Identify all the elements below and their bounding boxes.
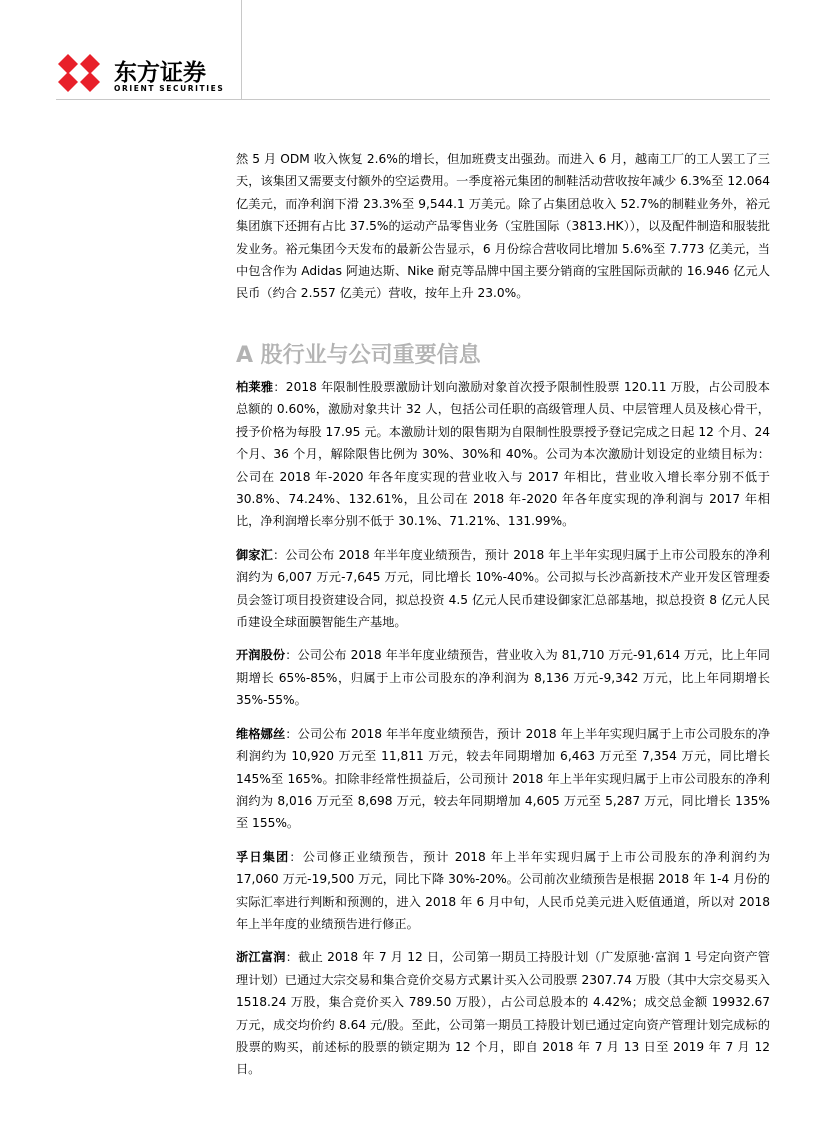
header-divider-horizontal xyxy=(56,99,770,100)
news-paragraph xyxy=(236,376,770,533)
news-text: ：公司公布 2018 年半年度业绩预告，营业收入为 81,710 万元-91,614 万元，比上年同期增长 65%-85%，归属于上市公司股东的净利润为 8,136 万元-9,342 万元，比上年同期增长 35%-55%。 xyxy=(236,648,770,708)
news-item xyxy=(236,644,770,711)
header-divider-vertical xyxy=(241,0,242,100)
news-paragraph xyxy=(236,946,770,1080)
orient-logo-icon xyxy=(56,52,106,94)
intro-paragraph: 然 5 月 ODM 收入恢复 2.6%的增长，但加班费支出强劲。而进入 6 月，越南工厂的工人罢工了三天，该集团又需要支付额外的空运费用。一季度裕元集团的制鞋活动营收按年减少 6.3%至 12.064 亿美元，而净利润下滑 23.3%至 9,544.1 万美元。除了占集团总收入 52.7%的制鞋业务外，裕元集团旗下还拥有占比 37.5%的运动产品零售业务（宝胜国际（3813.HK）），以及配件制造和服装批发业务。裕元集团今天发布的最新公告显示，6 月份综合营收同比增加 5.6%至 7.773 亿美元，当中包含作为 Adidas 阿迪达斯、Nike 耐克等品牌中国主要分销商的宝胜国际贡献的 16.946 亿元人民币（约合 2.557 亿美元）营收，按年上升 23.0%。 xyxy=(236,152,770,301)
news-item xyxy=(236,946,770,1080)
news-item xyxy=(236,846,770,936)
news-item xyxy=(236,723,770,835)
company-name: 开润股份 xyxy=(236,648,286,663)
news-text: ：2018 年限制性股票激励计划向激励对象首次授予限制性股票 120.11 万股，占公司股本总额的 0.60%，激励对象共计 32 人，包括公司任职的高级管理人员、中层管理人员及核心骨干，授予价格为每股 17.95 元。本激励计划的限售期为自限制性股票授予登记完成之日起 12 个月、24 个月、36 个月，解除限售比例为 30%、30%和 40%。公司为本次激励计划设定的业绩目标为：公司在 2018 年-2020 年各年度实现的营业收入与 2017 年相比，营业收入增长率分别不低于 30.8%、74.24%、132.61%，且公司在 2018 年-2020 年各年度实现的净利润与 2017 年相比，净利润增长率分别不低于 30.1%、71.21%、131.99%。 xyxy=(236,380,770,529)
intro-paragraph-container xyxy=(236,148,770,305)
company-name: 柏莱雅 xyxy=(236,380,274,394)
company-name: 孚日集团 xyxy=(236,849,290,864)
news-item xyxy=(236,544,770,634)
news-item xyxy=(236,376,770,533)
company-name: 御家汇 xyxy=(236,547,273,562)
news-paragraph xyxy=(236,644,770,711)
news-text: ：公司公布 2018 年半年度业绩预告，预计 2018 年上半年实现归属于上市公司股东的净利润约为 6,007 万元-7,645 万元，同比增长 10%-40%。公司拟与长沙高新技术产业开发区管理委员会签订项目投资建设合同，拟总投资 4.5 亿元人民币建设御家汇总部基地，拟总投资 8 亿元人民币建设全球面膜智能生产基地。 xyxy=(236,547,771,630)
news-text: ：截止 2018 年 7 月 12 日，公司第一期员工持股计划（广发原驰·富润 1 号定向资产管理计划）已通过大宗交易和集合竞价交易方式累计买入公司股票 2307.74 万股（其中大宗交易买入 1518.24 万股，集合竞价买入 789.50 万股），占公司总股本的 4.42%；成交总金额 19932.67 万元，成交均价约 8.64 元/股。至此，公司第一期员工持股计划已通过定向资产管理计划完成标的股票的购买，前述标的股票的锁定期为 12 个月，即自 2018 年 7 月 13 日至 2019 年 7 月 12 日。 xyxy=(236,950,770,1077)
logo-text-en: ORIENT SECURITIES xyxy=(114,84,225,93)
company-news-list xyxy=(236,376,770,1092)
news-paragraph xyxy=(236,723,770,835)
company-name: 浙江富润 xyxy=(236,950,286,965)
logo-text-cn: 东方证券 xyxy=(114,60,206,86)
news-paragraph xyxy=(236,846,770,936)
news-text: ：公司公布 2018 年半年度业绩预告，预计 2018 年上半年实现归属于上市公司股东的净利润约为 10,920 万元至 11,811 万元，较去年同期增加 6,463 万元至 7,354 万元，同比增长 145%至 165%。扣除非经常性损益后，公司预计 2018 年上半年实现归属于上市公司股东的净利润约为 8,016 万元至 8,698 万元，较去年同期增加 4,605 万元至 5,287 万元，同比增长 135%至 155%。 xyxy=(236,726,771,831)
news-text: ：公司修正业绩预告，预计 2018 年上半年实现归属于上市公司股东的净利润约为 17,060 万元-19,500 万元，同比下降 30%-20%。公司前次业绩预告是根据 2018 年 1-4 月份的实际汇率进行判断和预测的，进入 2018 年 6 月中旬，人民币兑美元进入贬值通道，所以对 2018 年上半年度的业绩预告进行修正。 xyxy=(236,849,771,931)
news-paragraph xyxy=(236,544,770,634)
company-name: 维格娜丝 xyxy=(236,726,286,741)
page-header xyxy=(0,0,827,100)
section-title: A 股行业与公司重要信息 xyxy=(236,343,481,368)
